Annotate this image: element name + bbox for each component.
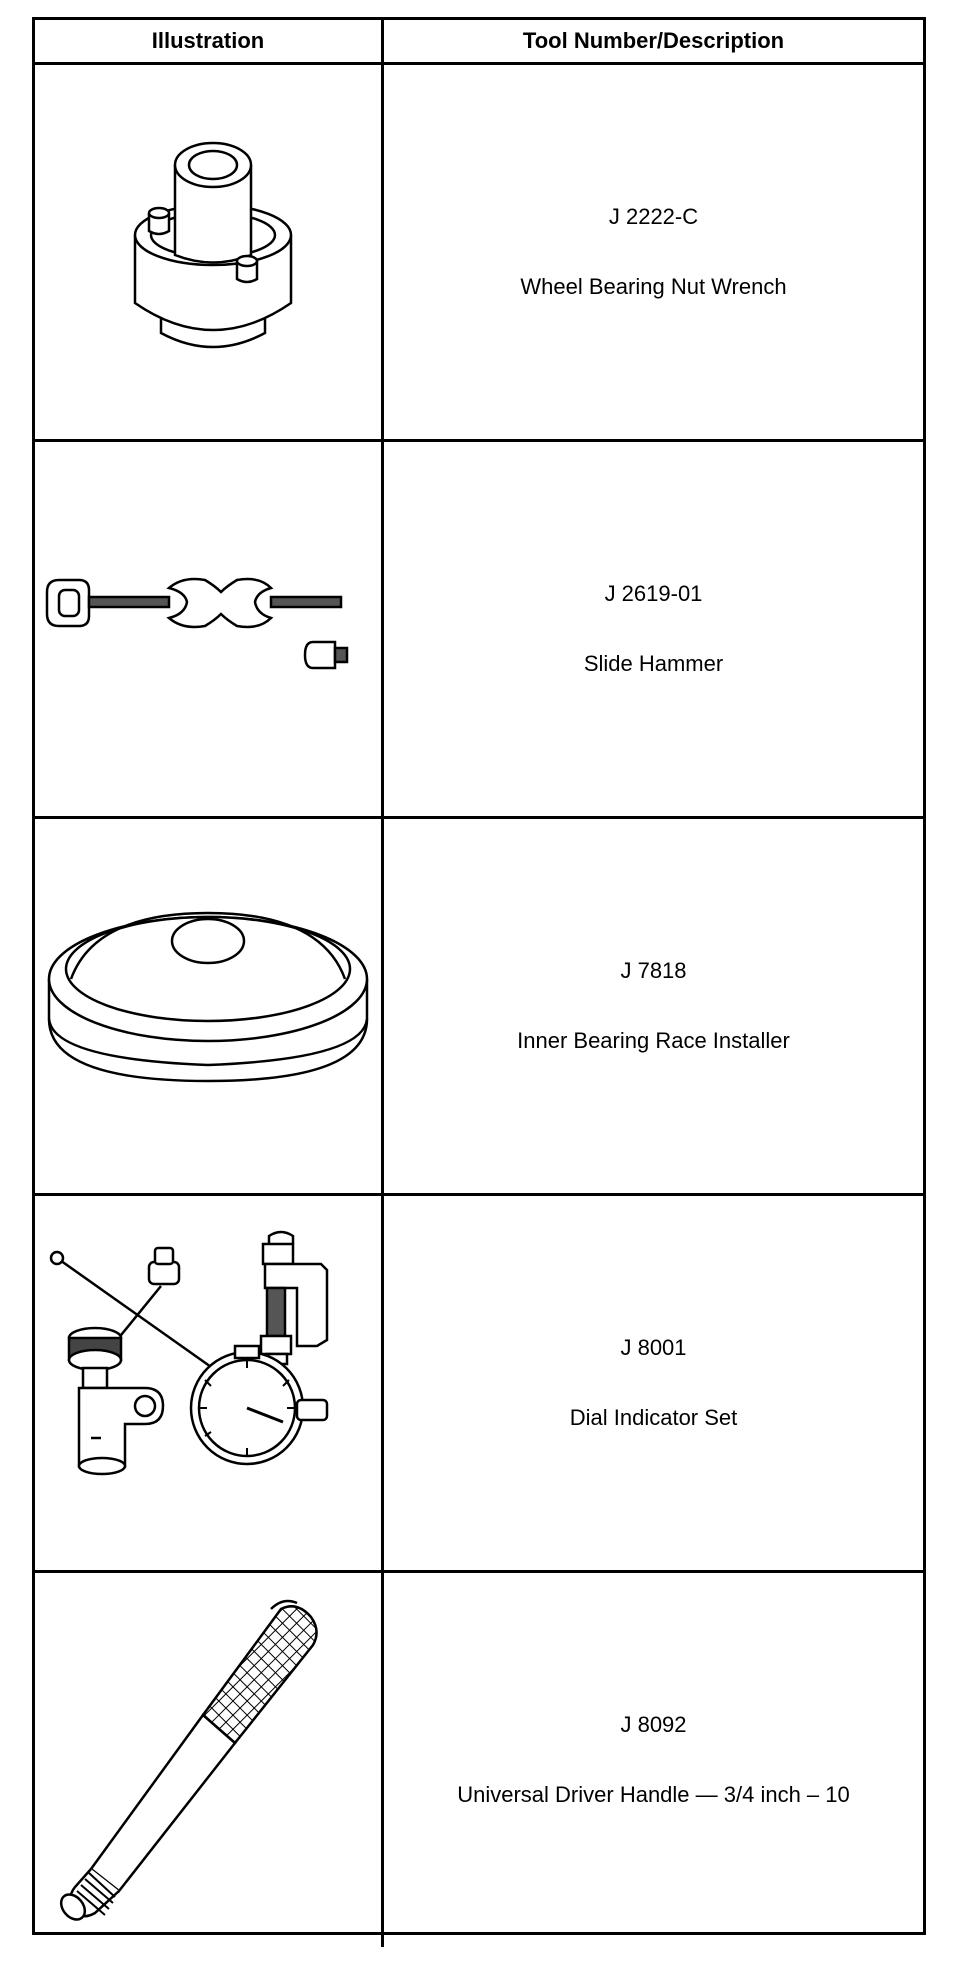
dial-indicator-set-icon — [35, 1196, 381, 1570]
tool-description-cell — [384, 1196, 923, 1570]
illustration-cell — [35, 819, 384, 1193]
wheel-bearing-nut-wrench-icon — [35, 65, 381, 439]
table-row — [35, 65, 923, 442]
tool-description-cell — [384, 65, 923, 439]
slide-hammer-icon — [35, 442, 381, 816]
tool-number: J 8001 — [620, 1335, 687, 1360]
tool-description: Universal Driver Handle — 3/4 inch – 10 — [457, 1782, 850, 1807]
header-tool-number-description: Tool Number/Description — [522, 28, 785, 53]
header-illustration: Illustration — [35, 20, 384, 62]
driver-handle-icon — [35, 1573, 381, 1947]
illustration-cell — [35, 1573, 384, 1947]
tool-description-cell — [384, 1573, 923, 1947]
tool-description: Dial Indicator Set — [569, 1405, 738, 1430]
tool-number: J 7818 — [620, 958, 687, 983]
table-row — [35, 819, 923, 1196]
tool-number: J 2222-C — [608, 204, 699, 229]
tool-description: Slide Hammer — [583, 651, 724, 676]
tool-description-cell — [384, 819, 923, 1193]
tool-number: J 8092 — [620, 1712, 687, 1737]
illustration-cell — [35, 65, 384, 439]
tool-description: Inner Bearing Race Installer — [517, 1028, 790, 1053]
table-header — [35, 20, 923, 65]
special-tools-table — [32, 17, 926, 1935]
race-installer-icon — [35, 819, 381, 1193]
illustration-cell — [35, 1196, 384, 1570]
illustration-cell — [35, 442, 384, 816]
tool-number: J 2619-01 — [604, 581, 703, 606]
table-row — [35, 1196, 923, 1573]
table-row — [35, 1573, 923, 1947]
tool-description: Wheel Bearing Nut Wrench — [520, 274, 787, 299]
table-row — [35, 442, 923, 819]
tool-description-cell — [384, 442, 923, 816]
